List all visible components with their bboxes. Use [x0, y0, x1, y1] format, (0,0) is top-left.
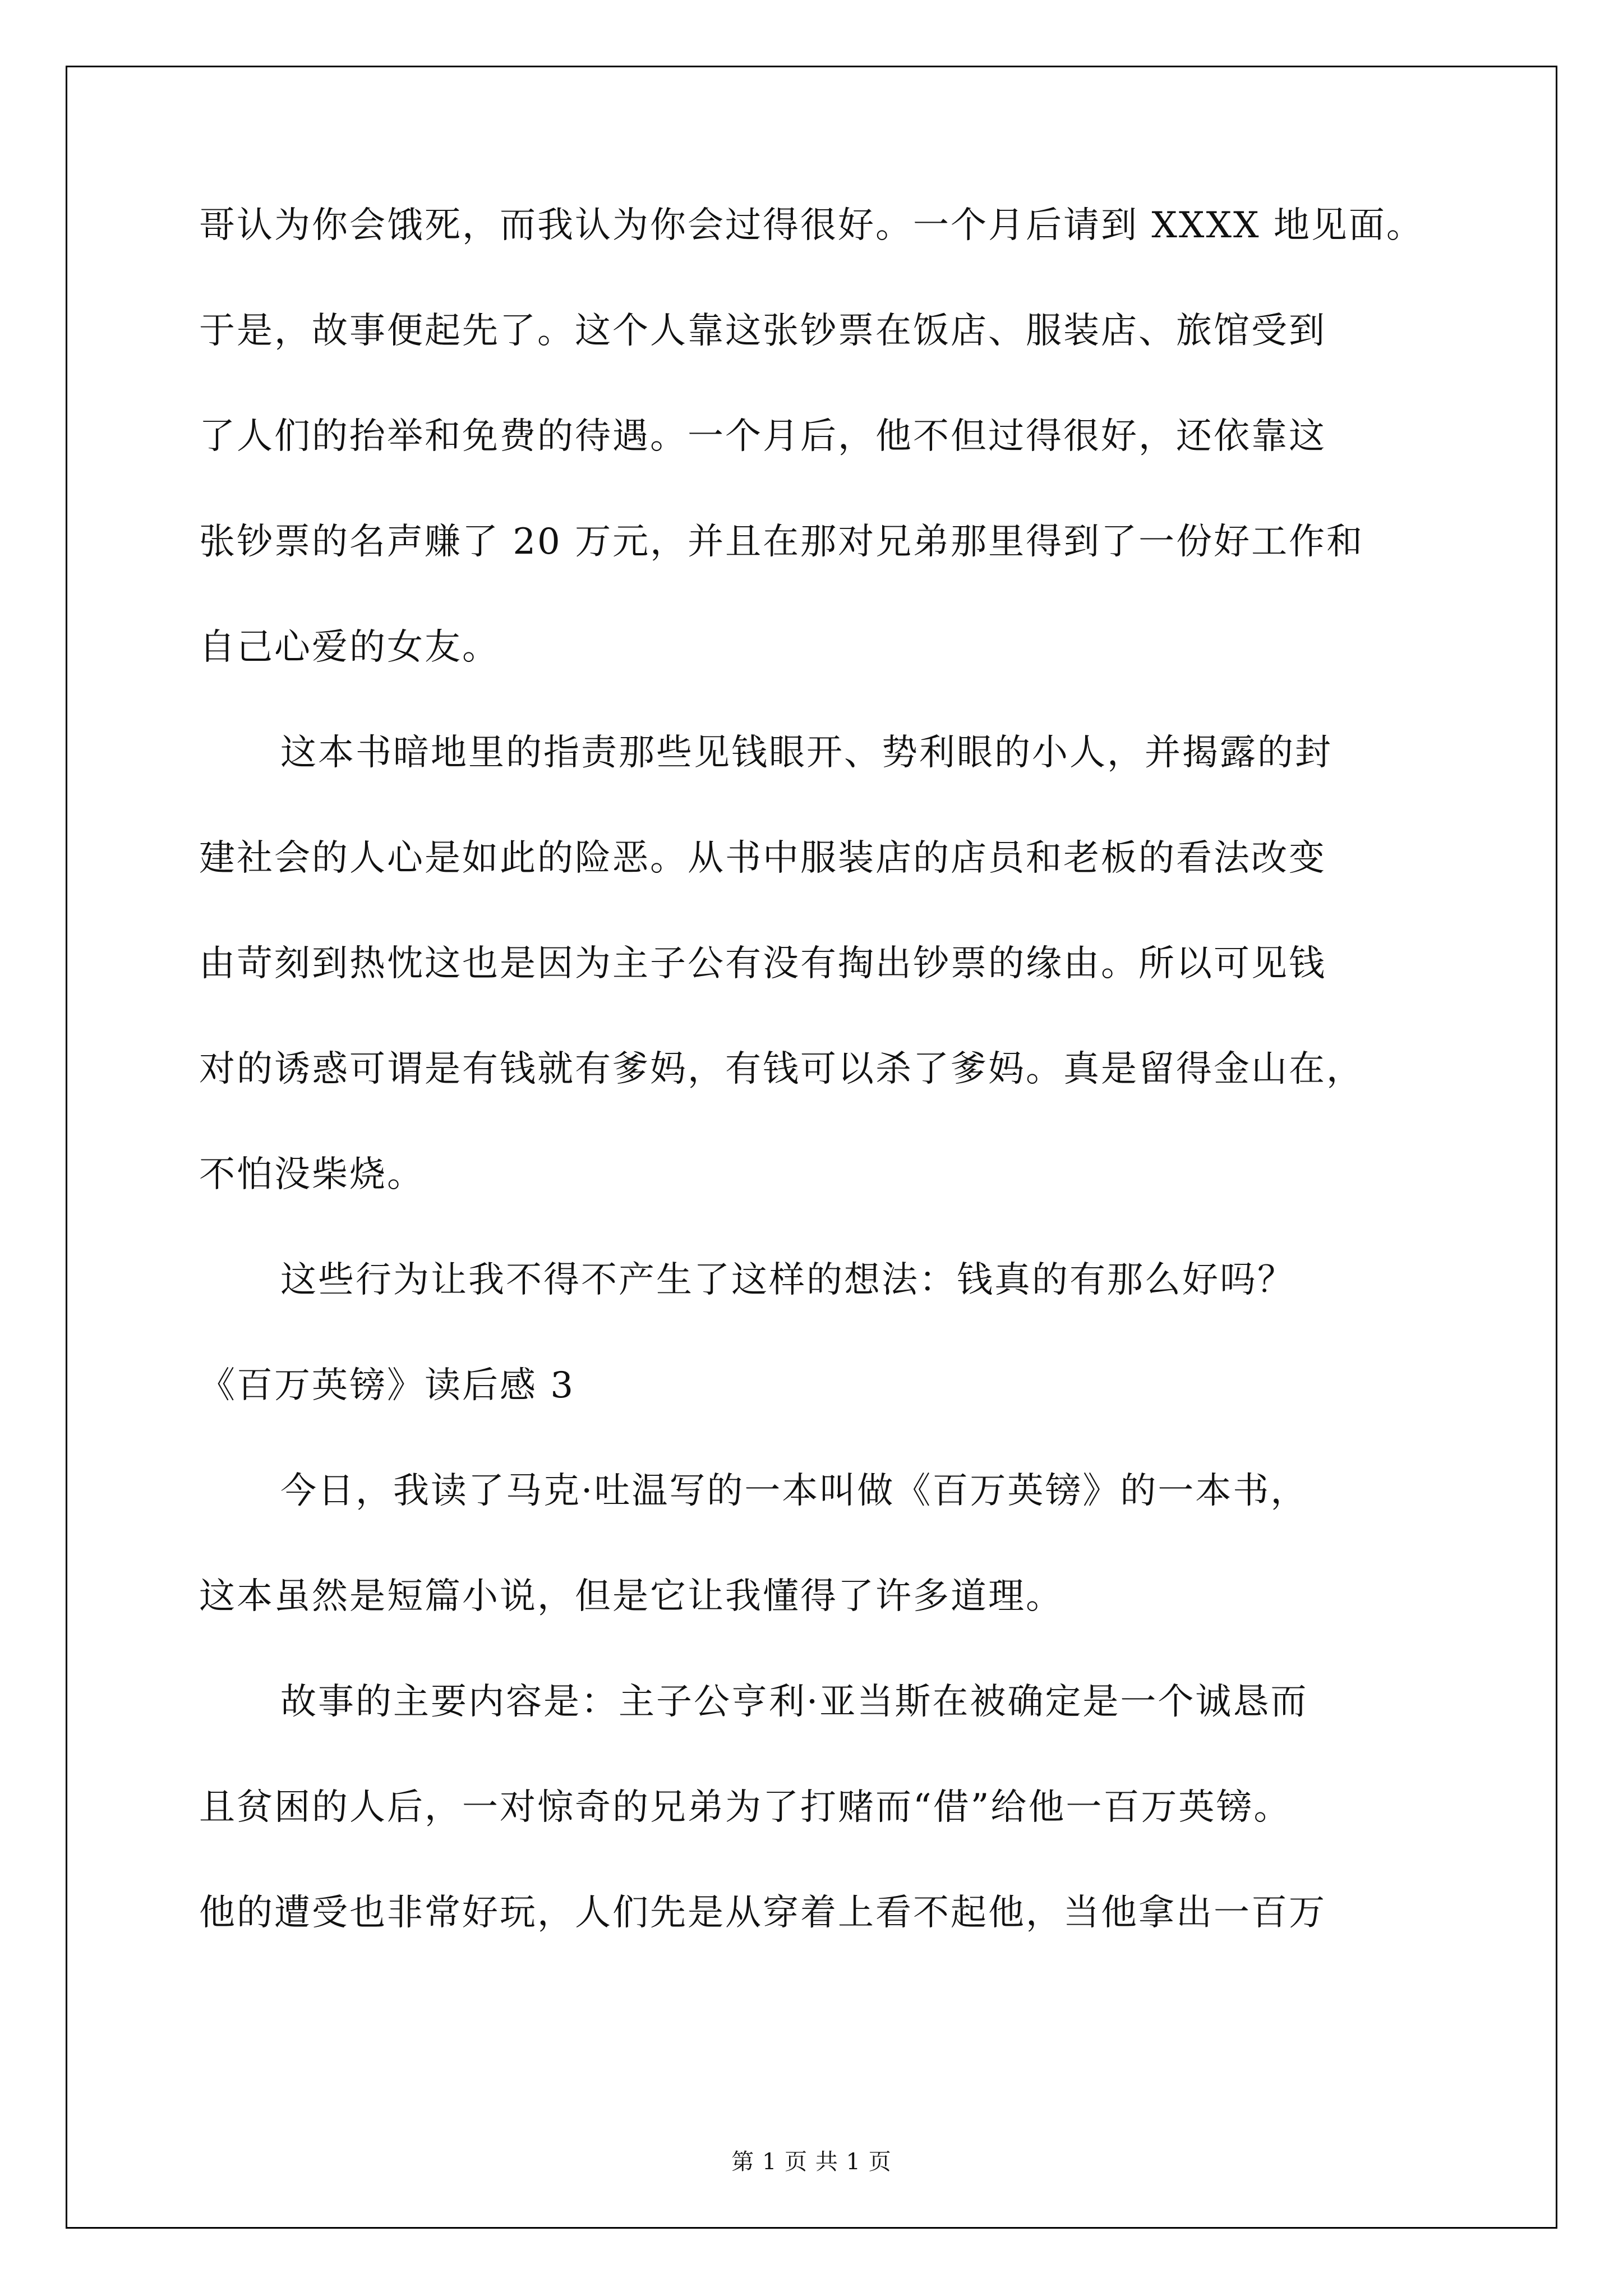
- text-line: 这本书暗地里的指责那些见钱眼开、势利眼的小人，并揭露的封: [280, 732, 1332, 774]
- text-line: 《百万英镑》读后感 3: [199, 1365, 575, 1406]
- text-line: 哥认为你会饿死，而我认为你会过得很好。一个月后请到 XXXX 地见面。: [199, 205, 1424, 246]
- text-line: 不怕没柴烧。: [199, 1154, 425, 1195]
- text-line: 他的遭受也非常好玩，人们先是从穿着上看不起他，当他拿出一百万: [199, 1892, 1326, 1934]
- text-line: 且贫困的人后，一对惊奇的兄弟为了打赌而“借”给他一百万英镑。: [199, 1787, 1292, 1828]
- text-line: 张钞票的名声赚了 20 万元，并且在那对兄弟那里得到了一份好工作和: [199, 521, 1364, 563]
- text-line: 对的诱惑可谓是有钱就有爹妈，有钱可以杀了爹妈。真是留得金山在，: [199, 1048, 1364, 1090]
- text-line: 这些行为让我不得不产生了这样的想法：钱真的有那么好吗？: [280, 1259, 1295, 1301]
- text-line: 故事的主要内容是：主子公亨利·亚当斯在被确定是一个诚恳而: [280, 1681, 1308, 1723]
- text-line: 自己心爱的女友。: [199, 627, 500, 668]
- text-line: 建社会的人心是如此的险恶。从书中服装店的店员和老板的看法改变: [199, 838, 1326, 879]
- document-body: [199, 205, 1433, 2000]
- text-line: 今日，我读了马克·吐温写的一本叫做《百万英镑》的一本书，: [280, 1470, 1308, 1512]
- page-footer: 第 1 页 共 1 页: [731, 2149, 892, 2175]
- text-line: 于是，故事便起先了。这个人靠这张钞票在饭店、服装店、旅馆受到: [199, 310, 1326, 352]
- text-line: 这本虽然是短篇小说，但是它让我懂得了许多道理。: [199, 1576, 1063, 1617]
- text-line: 由苛刻到热忱这也是因为主子公有没有掏出钞票的缘由。所以可见钱: [199, 943, 1326, 984]
- text-line: 了人们的抬举和免费的待遇。一个月后，他不但过得很好，还依靠这: [199, 416, 1326, 457]
